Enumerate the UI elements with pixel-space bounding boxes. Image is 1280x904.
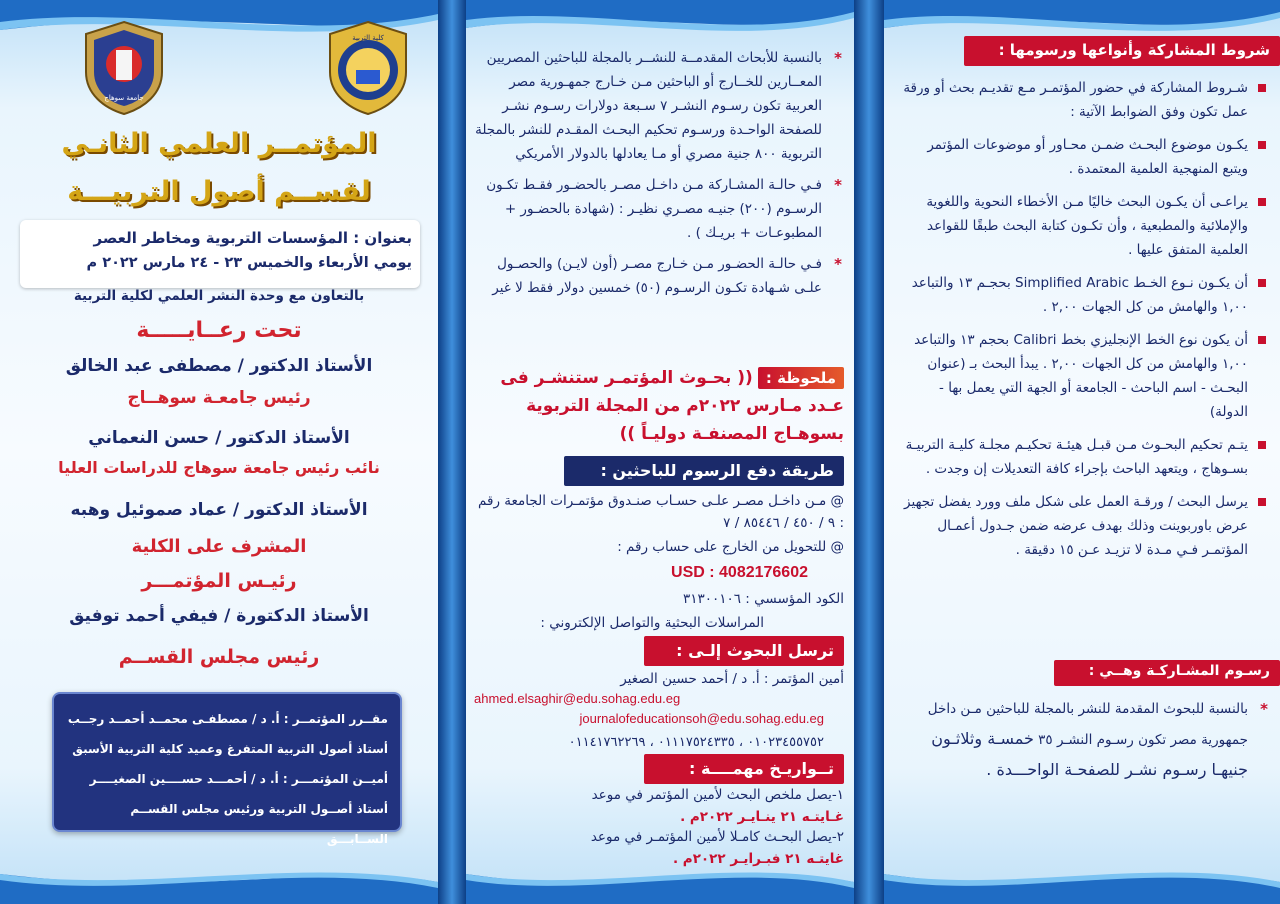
note-text: (( بحـوث المؤتمـر ستنشـر فى عـدد مـارس ٢٠٢٢م من المجلة التربوية بسوهـاج المصنفـة دوليـاً )) [500,368,844,444]
condition-item-2: يكـون موضوع البحـث ضمـن محـاور أو موضوعات المؤتمر ويتبع المنهجية العلمية المعتمدة . [898,133,1270,181]
bullet-square-icon [1258,441,1266,449]
decorative-wave [466,0,854,44]
fees-detail [898,694,1270,795]
logo-right-caption: كلية التربية [352,34,384,42]
payment-line-1: @ مـن داخـل مصـر علـى حسـاب صنـدوق مؤتمـرات الجامعة رقم : ٩ / ٤٥٠ / ٨٥٤٤٦ / ٧ [478,493,844,531]
patron-role-2: نائب رئيس جامعة سوهاج للدراسات العليا [58,458,380,477]
bullet-square-icon [1258,141,1266,149]
note-label: ملحوظة : [758,367,844,389]
department-title: لقســم أصول التربيـــة [67,176,371,207]
email-2[interactable]: journalofeducationsoh@edu.sohag.edu.eg [579,711,824,726]
patron-role-5: رئيس مجلس القســم [118,646,320,668]
decorative-wave [0,860,438,904]
email-1[interactable]: ahmed.elsaghir@edu.sohag.edu.eg [474,691,681,706]
fee-detail-item: * بالنسبة للبحوث المقدمة للنشر بالمجلة للباحثين مـن داخل جمهورية مصر تكون رسـوم النشـر ٣٥ خمسـة وثلاثـون جنيهـا رسـوم نشـر للصفحـة الواحـــدة . [898,694,1270,786]
fee-item-3: * فـي حالـة الحضـور مـن خـارج مصـر (أون لايـن) والحصـول علـى شـهادة تكـون الرسـوم (٥٠) خمسين دولار فقط لا غير [474,252,844,300]
condition-item-7: يرسل البحث / ورقـة العمل على شكل ملف وورد يفضل تجهيز عرض باوربوينت وذلك بهدف عرضه ضمن جـدول أعمـال المؤتمـر فـي مـدة لا تزيـد عـن ١٥ دقيقة . [898,490,1270,562]
condition-item-4: أن يكـون نـوع الخـط Simplified Arabic بحجـم ١٣ والتباعد ١,٠٠ والهامش من كل الجهات ٢,٠٠ . [898,271,1270,319]
secretary: أمين المؤتمر : أ. د / أحمد حسين الصغير [620,671,844,687]
fees-list [474,46,844,309]
condition-item-3: يراعـى أن يكـون البحث خاليًا مـن الأخطاء النحوية واللغوية والإملائية والمطبعية ، وأن تكـون كتابة البحث طبقًا للقواعد العلمية المتفق عليها . [898,190,1270,262]
star-icon: * [834,255,842,273]
condition-item-5: أن يكون نوع الخط الإنجليزي بخط Calibri بحجم ١٣ والتباعد ١,٠٠ والهامش من كل الجهات ٢,٠٠ . يبدأ البحث بـ (عنوان البحـث - اسم الباحث - الجامعة أو الجهة التي يعمل بها - الدولة) [898,328,1270,424]
left-panel [0,0,438,904]
conference-topic: بعنوان : المؤسسات التربوية ومخاطر العصر [93,229,412,247]
conference-dates: يومي الأربعاء والخميس ٢٣ - ٢٤ مارس ٢٠٢٢ م [86,255,412,271]
patron-role-4: رئيـس المؤتمـــر [141,570,297,592]
fold-divider-2 [854,0,884,904]
payment-line-2: @ للتحويل من الخارج على حساب رقم : [617,539,844,555]
bullet-square-icon [1258,84,1266,92]
patron-name-3: الأستاذ الدكتور / عماد صموئيل وهبه [70,500,368,520]
middle-panel [466,0,854,904]
star-icon: * [1260,700,1268,718]
star-icon: * [834,176,842,194]
box-line-4: أستاذ أصــول التربية ورئيس مجلس القســم الســابـــق [130,802,388,846]
correspondence: المراسلات البحثية والتواصل الإلكتروني : [540,615,764,631]
committee-box [52,692,402,846]
bullet-square-icon [1258,279,1266,287]
patron-role-1: رئيس جامعـة سوهــاج [127,388,311,408]
faculty-logo [326,20,410,116]
patron-name-2: الأستاذ الدكتور / حسن النعماني [88,428,350,448]
patron-role-3: المشرف على الكلية [131,536,307,557]
logo-left-caption: جامعة سوهاج [104,94,144,102]
date-1-text: ١-يصل ملخص البحث لأمين المؤتمر في موعد [591,787,844,803]
right-panel [884,0,1280,904]
send-banner: ترسل البحوث إلـى : [644,636,844,666]
phones: ٠١٠٢٣٤٥٥٧٥٢ ، ٠١١١٧٥٢٤٣٣٥ ، ٠١١٤١٧٦٢٢٦٩ [568,735,824,750]
date-2-text: ٢-يصل البحـث كامـلا لأمين المؤتمـر في موعد [590,829,844,845]
institutional-code: الكود المؤسسي : ٣١٣٠٠١٠٦ [683,591,844,607]
decorative-wave [884,860,1280,904]
star-icon: * [834,49,842,67]
dates-banner: تــواريـخ مهمــــة : [644,754,844,784]
usd-account: USD : 4082176602 [671,564,808,581]
bullet-square-icon [1258,498,1266,506]
conference-title: المؤتمــر العلمي الثانـي [61,128,377,159]
fee-item-2: * فـي حالـة المشـاركة مـن داخـل مصـر بالحضـور فقـط تكـون الرسـوم (٢٠٠) جنيـه مصـري نظيـر : (شهادة بالحضـور + المطبوعـات + بريـك ) . [474,173,844,245]
patron-name-1: الأستاذ الدكتور / مصطفى عبد الخالق [65,356,373,376]
fold-divider-1 [438,0,466,904]
condition-item-1: شـروط المشاركة في حضور المؤتمـر مـع تقديـم بحث أو ورقة عمل تكون وفق الضوابط الآتية : [898,76,1270,124]
patron-name-5: الأستاذ الدكتورة / فيفي أحمد توفيق [69,606,369,626]
box-line-3: أميــن المؤتمـــر : أ. د / أحمـــد حســــين الصغيــــر [89,772,388,786]
condition-item-6: يتـم تحكيم البحـوث مـن قبـل هيئـة تحكيـم مجلـة كليـة التربيـة بسـوهاج ، ويتعهد الباحث بإجراء كافة التعديلات إن وجدت . [898,433,1270,481]
fee-item-1: * بالنسبة للأبحاث المقدمــة للنشــر بالمجلة للباحثين المصريين المعــارين للخــارج أو الباحثين مـن خـارج جمهـورية مصر العربية تكون رسـوم النشـر ٧ سـبعة دولارات رسـوم نشـر للصفحة الواحـدة ورسـوم تحكيم البحـث المقـدم للنشر بالمجلة التربوية ٨٠٠ جنية مصري أو مـا يعادلها بالدولار الأمريكي [474,46,844,166]
university-logo [82,20,166,116]
date-2-deadline: غايتـه ٢١ فبـرايـر ٢٠٢٢م . [672,851,844,867]
title-box [20,220,420,288]
conditions-banner: شروط المشاركة وأنواعها ورسومها : [964,36,1280,66]
box-line-2: أستاذ أصول التربية المتفرغ وعميد كلية التربية الأسبق [72,742,388,756]
fees-banner: رسـوم المشـاركـة وهــي : [1054,660,1280,686]
date-1-deadline: غـايتـه ٢١ ينـايـر ٢٠٢٢م . [680,809,844,825]
payment-banner: طريقة دفع الرسوم للباحثين : [564,456,844,486]
bullet-square-icon [1258,336,1266,344]
note-block [474,364,844,448]
bullet-square-icon [1258,198,1266,206]
conditions-list [898,76,1270,571]
collaboration-line: بالتعاون مع وحدة النشر العلمي لكلية التربية [73,288,365,304]
box-line-1: مقــرر المؤتمــر : أ. د / مصطفـى محمــد أحمــد رجــب [67,712,388,726]
under-patronage: تحت رعــايـــــة [136,318,302,343]
